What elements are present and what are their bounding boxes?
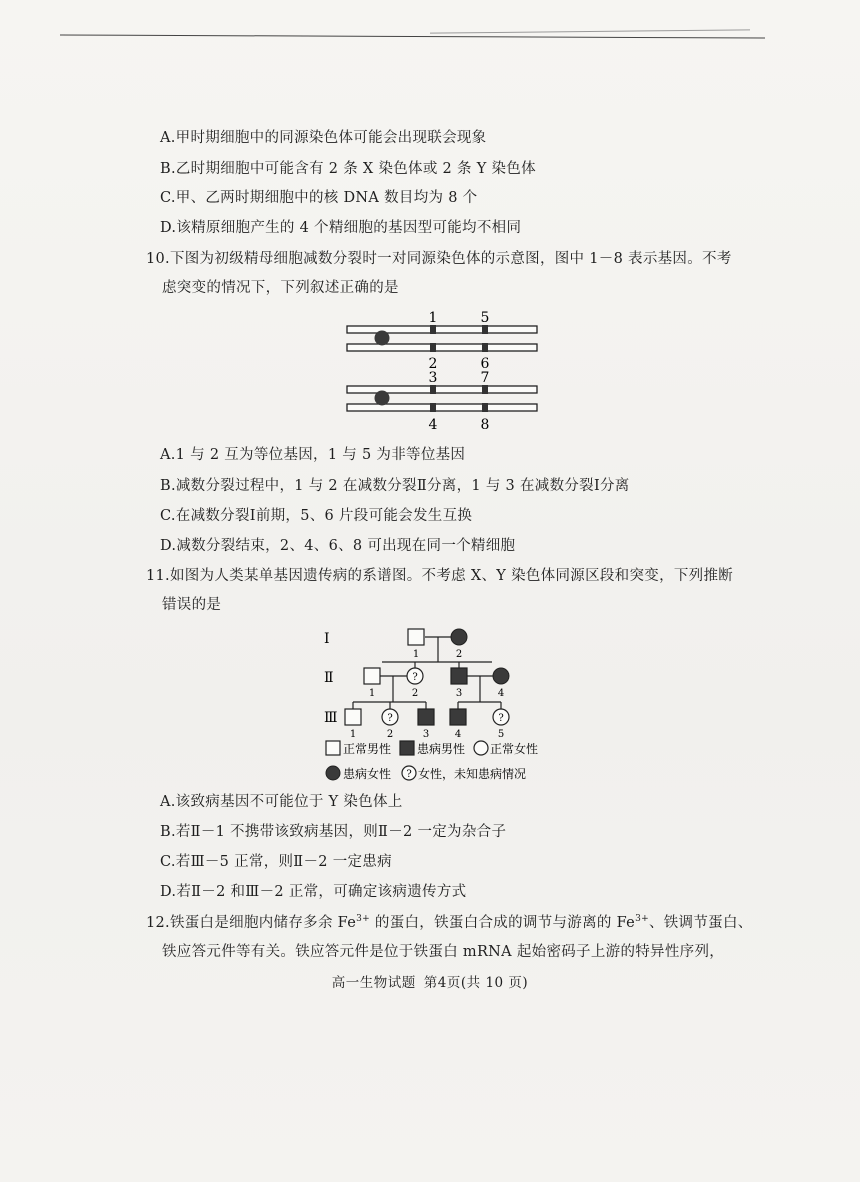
q10-stem-line2: 虑突变的情况下，下列叙述正确的是 bbox=[162, 280, 399, 296]
q10-option-a: A.1 与 2 互为等位基因，1 与 5 为非等位基因 bbox=[160, 447, 466, 463]
legend-affected-male-symbol bbox=[400, 741, 414, 755]
legend-normal-female-symbol bbox=[474, 741, 488, 755]
gene-label-4: 4 bbox=[428, 417, 438, 433]
pedigree-num-II4: 4 bbox=[497, 688, 505, 699]
legend-unknown-female-label: 女性，未知患病情况 bbox=[418, 767, 527, 781]
q12-stem-line1: 12.铁蛋白是细胞内储存多余 $Fe^{3+}$ 的蛋白，铁蛋白合成的调节与游离的 $Fe^{3+}$、铁调节蛋白、 bbox=[146, 914, 753, 931]
q11-stem-line1: 11.如图为人类某单基因遗传病的系谱图。不考虑 X、Y 染色体同源区段和突变，下列推断 bbox=[146, 568, 734, 584]
generation-label-2: Ⅱ bbox=[324, 670, 334, 686]
gene-label-1: 1 bbox=[428, 310, 438, 326]
legend-normal-male-symbol bbox=[326, 741, 340, 755]
pedigree-num-III3: 3 bbox=[422, 729, 430, 740]
pedigree-III3-male-affected bbox=[418, 709, 434, 725]
unknown-mark-III5: ? bbox=[498, 713, 504, 724]
pedigree-num-II3: 3 bbox=[455, 688, 463, 699]
q11-option-a: A.该致病基因不可能位于 Y 染色体上 bbox=[160, 794, 403, 810]
centromere-2 bbox=[375, 391, 390, 406]
gene-label-7: 7 bbox=[480, 370, 490, 386]
q10-option-c: C.在减数分裂Ⅰ前期，5、6 片段可能会发生互换 bbox=[160, 508, 473, 524]
gene-label-8: 8 bbox=[480, 417, 490, 433]
q9-option-d: D.该精原细胞产生的 4 个精细胞的基因型可能均不相同 bbox=[160, 220, 522, 236]
unknown-mark-III2: ? bbox=[387, 713, 393, 724]
pedigree-III4-male-affected bbox=[450, 709, 466, 725]
pedigree-num-III1: 1 bbox=[349, 729, 357, 740]
gene-label-3: 3 bbox=[428, 370, 438, 386]
gene-label-2: 2 bbox=[428, 356, 438, 372]
pedigree-II4-female-affected bbox=[493, 668, 509, 684]
generation-label-1: Ⅰ bbox=[324, 631, 330, 647]
q11-option-d: D.若Ⅱ－2 和Ⅲ－2 正常，可确定该病遗传方式 bbox=[160, 884, 467, 900]
legend-affected-male-label: 患病男性 bbox=[417, 742, 466, 756]
generation-label-3: Ⅲ bbox=[324, 710, 338, 726]
footer-subject: 高一生物试题 bbox=[331, 975, 416, 991]
q10-stem-line1: 10.下图为初级精母细胞减数分裂时一对同源染色体的示意图，图中 1－8 表示基因。不考 bbox=[146, 251, 732, 267]
pedigree-num-III4: 4 bbox=[454, 729, 462, 740]
q9-option-b: B.乙时期细胞中可能含有 2 条 X 染色体或 2 条 Y 染色体 bbox=[160, 161, 536, 177]
gene-label-6: 6 bbox=[480, 356, 490, 372]
q12-stem-line2: 铁应答元件等有关。铁应答元件是位于铁蛋白 mRNA 起始密码子上游的特异性序列， bbox=[162, 944, 725, 960]
pedigree-num-II1: 1 bbox=[368, 688, 376, 699]
q10-option-b: B.减数分裂过程中，1 与 2 在减数分裂Ⅱ分离，1 与 3 在减数分裂Ⅰ分离 bbox=[160, 478, 630, 494]
pedigree-num-I2: 2 bbox=[455, 649, 463, 660]
page-footer bbox=[0, 971, 860, 991]
q9-option-a: A.甲时期细胞中的同源染色体可能会出现联会现象 bbox=[160, 130, 487, 146]
q11-option-b: B.若Ⅱ－1 不携带该致病基因，则Ⅱ－2 一定为杂合子 bbox=[160, 824, 507, 840]
legend-unknown-mark: ? bbox=[406, 769, 412, 780]
legend-normal-female-label: 正常女性 bbox=[490, 742, 539, 756]
pedigree-num-III5: 5 bbox=[497, 729, 505, 740]
legend-affected-female-symbol bbox=[326, 766, 340, 780]
pedigree-III1-male bbox=[345, 709, 361, 725]
pedigree-num-II2: 2 bbox=[411, 688, 419, 699]
pedigree-num-I1: 1 bbox=[412, 649, 420, 660]
pedigree-I1-male bbox=[408, 629, 424, 645]
pedigree-II3-male-affected bbox=[451, 668, 467, 684]
unknown-mark-II2: ? bbox=[412, 672, 418, 683]
q10-option-d: D.减数分裂结束，2、4、6、8 可出现在同一个精细胞 bbox=[160, 538, 516, 554]
footer-page-number: 第4页(共 10 页) bbox=[423, 975, 529, 991]
centromere-1 bbox=[375, 331, 390, 346]
header-rule-faint bbox=[430, 29, 750, 33]
pedigree-I2-female-affected bbox=[451, 629, 467, 645]
chromosome-2 bbox=[347, 385, 537, 412]
chromosome-1 bbox=[347, 325, 537, 352]
header-rule bbox=[60, 34, 765, 38]
legend-normal-male-label: 正常男性 bbox=[343, 742, 392, 756]
chromosome-figure bbox=[340, 306, 545, 434]
q9-option-c: C.甲、乙两时期细胞中的核 DNA 数目均为 8 个 bbox=[160, 190, 478, 206]
q11-stem-line2: 错误的是 bbox=[162, 597, 222, 613]
legend-affected-female-label: 患病女性 bbox=[343, 767, 392, 781]
q11-option-c: C.若Ⅲ－5 正常，则Ⅱ－2 一定患病 bbox=[160, 854, 392, 870]
gene-label-5: 5 bbox=[480, 310, 490, 326]
pedigree-num-III2: 2 bbox=[386, 729, 394, 740]
pedigree-chart bbox=[320, 620, 560, 788]
pedigree-II1-male bbox=[364, 668, 380, 684]
